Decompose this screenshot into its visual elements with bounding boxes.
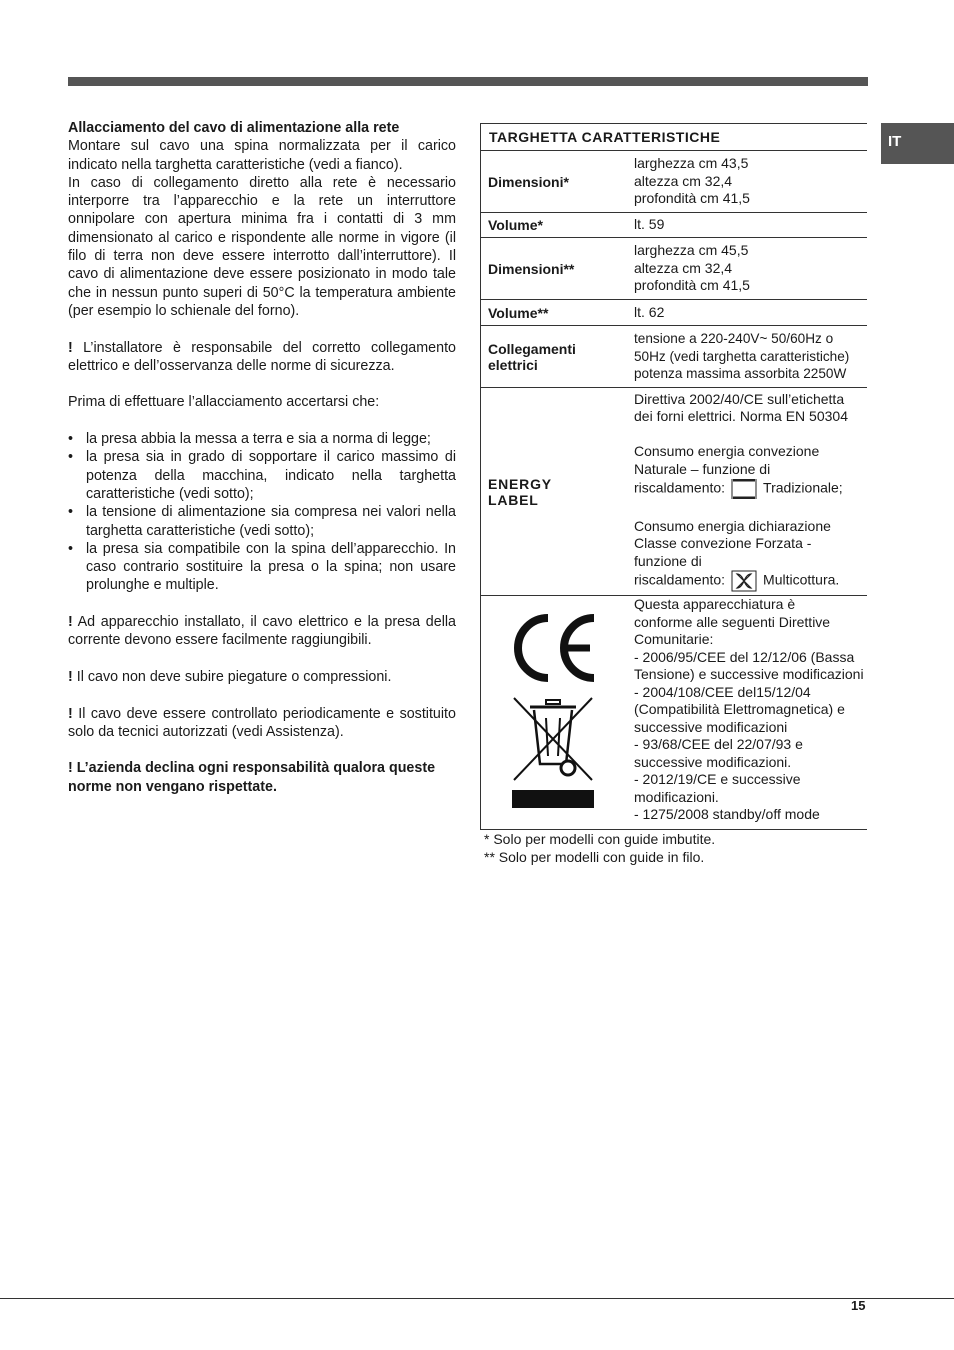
warning-inspection: ! Il cavo deve essere controllato periodicamente e sostituito solo da tecnici autorizzati (vedi Assistenza). [68, 705, 456, 740]
footer-rule [0, 1298, 954, 1299]
list-item: • la tensione di alimentazione sia compresa nei valori nella targhetta caratteristiche (vedi sotto); [68, 503, 456, 540]
footnote: * Solo per modelli con guide imbutite. [484, 831, 716, 847]
compliance-text: Questa apparecchiatura è conforme alle seguenti Direttive Comunitarie: - 2006/95/CEE del 12/12/06 (Bassa Tensione) e successive modificazioni - 2004/108/CEE del15/12/04 (Compatibilità Elettromagnetica) e successive modificazioni - 93/68/CEE del 22/07/93 e successive modificazioni. - 2012/19/CE e successive modificazioni. - 1275/2008 standby/off mode [625, 596, 867, 830]
list-item: • la presa abbia la messa a terra e sia a norma di legge; [68, 430, 456, 448]
footnotes [484, 830, 715, 866]
section-heading: Allacciamento del cavo di alimentazione alla rete [68, 120, 400, 136]
list-item: • la presa sia in grado di sopportare il carico massimo di potenza della macchina, indicato nella targhetta caratteristiche (vedi sotto); [68, 448, 456, 503]
electrical-value: tensione a 220-240V~ 50/60Hz o 50Hz (vedi targhetta caratteristiche) potenza massima assorbita 2250W [625, 326, 867, 388]
volume-1-label: Volume* [481, 213, 626, 238]
check-list [68, 430, 456, 595]
ce-mark-icon [508, 610, 598, 686]
dimensions-2-label: Dimensioni** [481, 238, 626, 300]
warning-liability: ! L’azienda declina ogni responsabilità qualora queste norme non vengano rispettate. [68, 760, 436, 795]
warning-accessible: ! Ad apparecchio installato, il cavo elettrico e la presa della corrente devono essere facilmente raggiungibili. [68, 614, 456, 649]
warning-installer: ! L’installatore è responsabile del corretto collegamento elettrico e dell’osservanza delle norme di sicurezza. [68, 339, 456, 374]
energy-label-value: Direttiva 2002/40/CE sull’etichetta dei forni elettrici. Norma EN 50304 Consumo energia convezione Naturale – funzione di riscaldamento: Tradizionale; Consumo energia dichiarazione Classe convezione Forzata - funzione di riscaldamento: Multicottura. [625, 388, 867, 596]
dimensions-1-label: Dimensioni* [481, 151, 626, 213]
footnote: ** Solo per modelli con guide in filo. [484, 849, 705, 865]
rating-plate-table [480, 123, 867, 830]
warning-bending: ! Il cavo non deve subire piegature o compressioni. [68, 668, 392, 685]
traditional-heating-icon [731, 478, 757, 500]
installation-text [68, 119, 456, 796]
intro-paragraph: Montare sul cavo una spina normalizzata per il carico indicato nella targhetta caratteristiche (vedi a fianco). [68, 138, 456, 173]
dimensions-1-value: larghezza cm 43,5 altezza cm 32,4 profondità cm 41,5 [625, 151, 867, 213]
page-number: 15 [851, 1298, 866, 1313]
volume-1-value: lt. 59 [625, 213, 867, 238]
dimensions-2-value: larghezza cm 45,5 altezza cm 32,4 profondità cm 41,5 [625, 238, 867, 300]
weee-bin-icon [508, 694, 598, 784]
table-title: TARGHETTA CARATTERISTICHE [481, 124, 868, 151]
direct-connection-paragraph: In caso di collegamento diretto alla rete è necessario interporre tra l’apparecchio e la rete un interruttore onnipolare con apertura minima fra i contatti di 3 mm dimensionato al carico e rispondente alle norme in vigore (il filo di terra non deve essere interrotto dall’interruttore). Il cavo di alimentazione deve essere posizionato in modo tale che in nessun punto superi di 50°C la temperatura ambiente (per esempio lo schienale del forno). [68, 174, 456, 319]
volume-2-value: lt. 62 [625, 300, 867, 326]
energy-label-label: ENERGY LABEL [481, 388, 626, 596]
volume-2-label: Volume** [481, 300, 626, 326]
check-intro: Prima di effettuare l’allacciamento accertarsi che: [68, 394, 380, 411]
fan-heating-icon [731, 570, 757, 592]
language-tab: IT [881, 123, 954, 164]
electrical-label: Collegamenti elettrici [481, 326, 626, 388]
compliance-logos [481, 596, 626, 830]
list-item: • la presa sia compatibile con la spina dell’apparecchio. In caso contrario sostituire la presa o la spina; non usare prolunghe e multiple. [68, 540, 456, 595]
weee-bar [512, 790, 594, 808]
top-bar [68, 77, 868, 86]
